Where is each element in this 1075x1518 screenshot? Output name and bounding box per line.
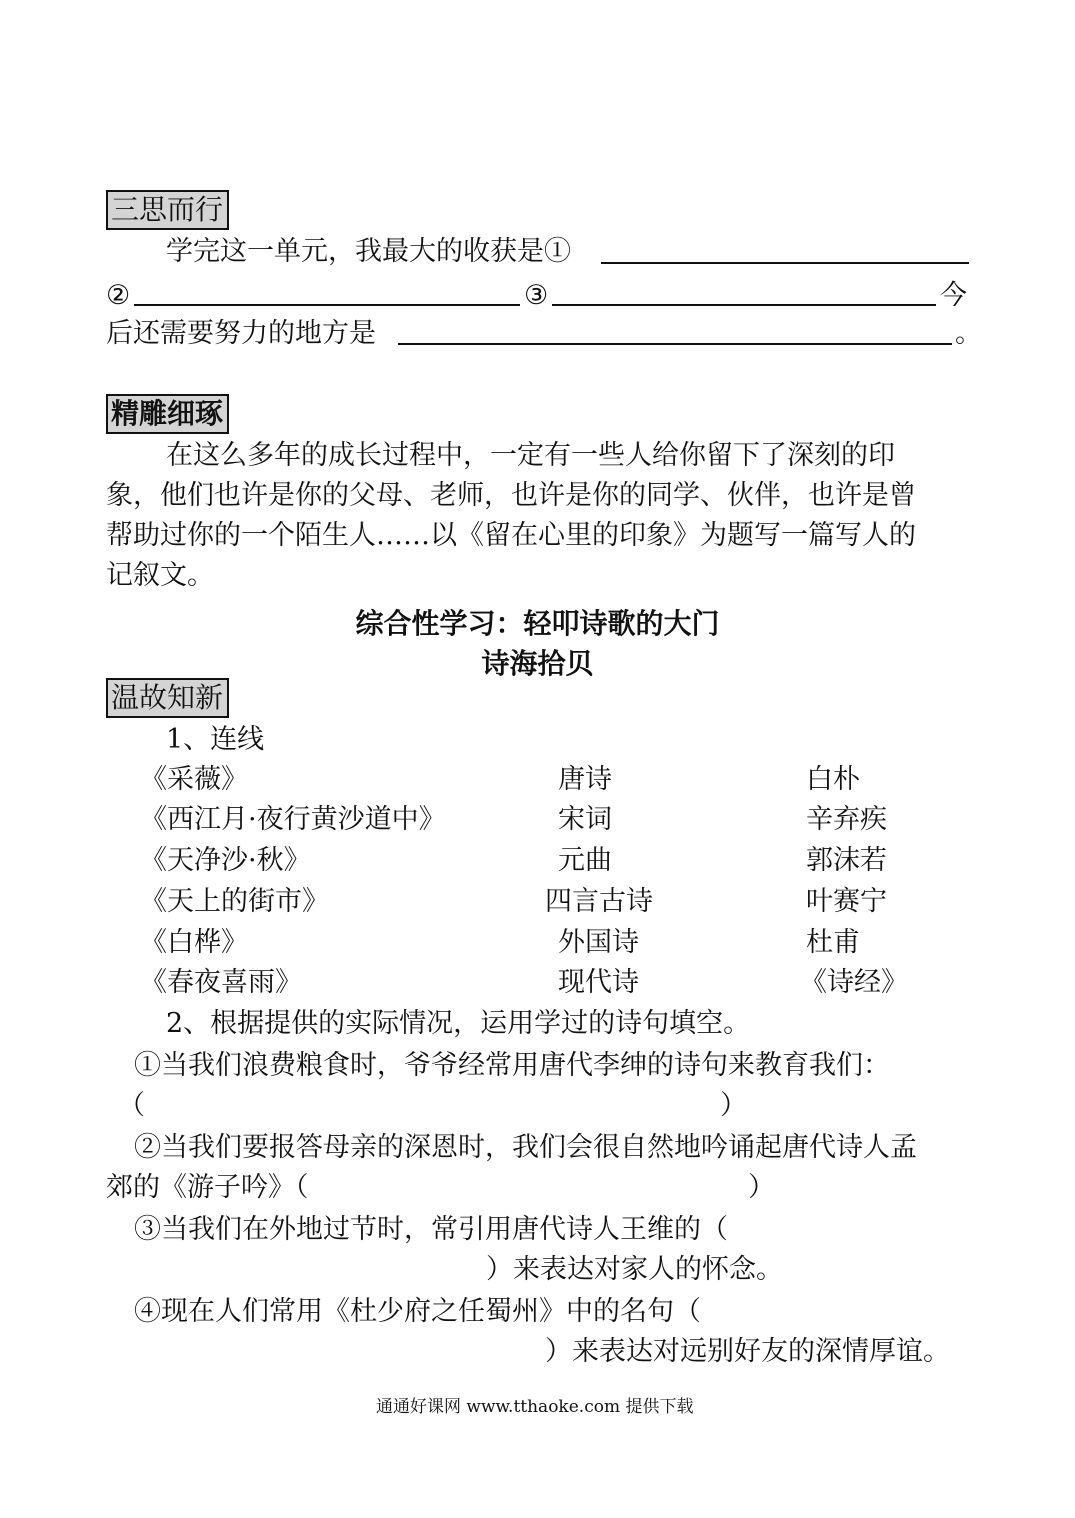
section-tag-review: 温故知新	[106, 678, 229, 718]
reflect-line3-suffix: 。	[955, 318, 982, 349]
section-tag-writing: 精雕细琢	[106, 394, 229, 434]
answer-blank-3[interactable]	[552, 304, 936, 306]
q2-item-3-blank[interactable]	[160, 1254, 480, 1286]
work-item[interactable]: 《采薇》	[140, 764, 248, 795]
author-item[interactable]: 郭沫若	[806, 845, 887, 876]
writing-line-3: 帮助过你的一个陌生人……以《留在心里的印象》为题写一篇写人的	[106, 520, 916, 551]
q2-item-4-blank[interactable]	[200, 1336, 540, 1368]
reflect-line3: 后还需要努力的地方是	[106, 318, 376, 349]
answer-blank-improve[interactable]	[398, 343, 952, 345]
q2-item-2-cont: 郊的《游子吟》（	[106, 1172, 309, 1203]
genre-item[interactable]: 元曲	[558, 845, 612, 876]
author-item[interactable]: 《诗经》	[800, 967, 908, 998]
q2-item-2-close: ）	[748, 1172, 775, 1203]
genre-item[interactable]: 唐诗	[558, 764, 612, 795]
reflect-line2-suffix: 今	[940, 280, 967, 311]
q1-label: 1、连线	[166, 724, 265, 755]
writing-line-4: 记叙文。	[106, 560, 214, 591]
q2-label: 2、根据提供的实际情况，运用学过的诗句填空。	[166, 1008, 751, 1039]
reflect-line1: 学完这一单元，我最大的收获是①	[166, 236, 571, 267]
author-item[interactable]: 辛弃疾	[806, 804, 887, 835]
q2-item-4-cont: ）来表达对远别好友的深情厚谊。	[545, 1336, 950, 1367]
answer-blank-2[interactable]	[134, 304, 520, 306]
reflect-mark-2: ②	[106, 280, 131, 311]
work-item[interactable]: 《天净沙·秋》	[140, 845, 311, 876]
page-subtitle: 诗海拾贝	[481, 647, 594, 680]
q2-item-1-blank[interactable]	[148, 1090, 718, 1122]
page-title: 综合性学习：轻叩诗歌的大门	[355, 607, 720, 640]
work-item[interactable]: 《西江月·夜行黄沙道中》	[140, 804, 446, 835]
footer-note: 通通好课网 www.tthaoke.com 提供下载	[376, 1397, 694, 1417]
writing-line-2: 象，他们也许是你的父母、老师，也许是你的同学、伙伴，也许是曾	[106, 480, 916, 511]
q2-item-1-open: （	[118, 1090, 145, 1121]
q2-item-1-close: ）	[720, 1090, 747, 1121]
q2-item-1: ①当我们浪费粮食时，爷爷经常用唐代李绅的诗句来教育我们：	[134, 1050, 890, 1081]
writing-line-1: 在这么多年的成长过程中，一定有一些人给你留下了深刻的印	[166, 440, 895, 471]
author-item[interactable]: 叶赛宁	[806, 886, 887, 917]
genre-item[interactable]: 外国诗	[558, 927, 639, 958]
q2-item-3: ③当我们在外地过节时，常引用唐代诗人王维的（	[134, 1214, 728, 1245]
reflect-mark-3: ③	[524, 280, 549, 311]
genre-item[interactable]: 现代诗	[558, 967, 639, 998]
section-tag-reflect: 三思而行	[106, 190, 229, 230]
work-item[interactable]: 《白桦》	[140, 927, 248, 958]
work-item[interactable]: 《天上的街市》	[140, 886, 329, 917]
genre-item[interactable]: 宋词	[558, 804, 612, 835]
q2-item-3-cont: ）来表达对家人的怀念。	[486, 1254, 783, 1285]
answer-blank-1[interactable]	[601, 262, 969, 264]
author-item[interactable]: 白朴	[806, 764, 860, 795]
q2-item-2-blank[interactable]	[330, 1172, 740, 1204]
q2-item-2: ②当我们要报答母亲的深恩时，我们会很自然地吟诵起唐代诗人孟	[134, 1132, 917, 1163]
author-item[interactable]: 杜甫	[806, 927, 860, 958]
genre-item[interactable]: 四言古诗	[545, 886, 653, 917]
q2-item-4: ④现在人们常用《杜少府之任蜀州》中的名句（	[134, 1296, 701, 1327]
work-item[interactable]: 《春夜喜雨》	[140, 967, 302, 998]
